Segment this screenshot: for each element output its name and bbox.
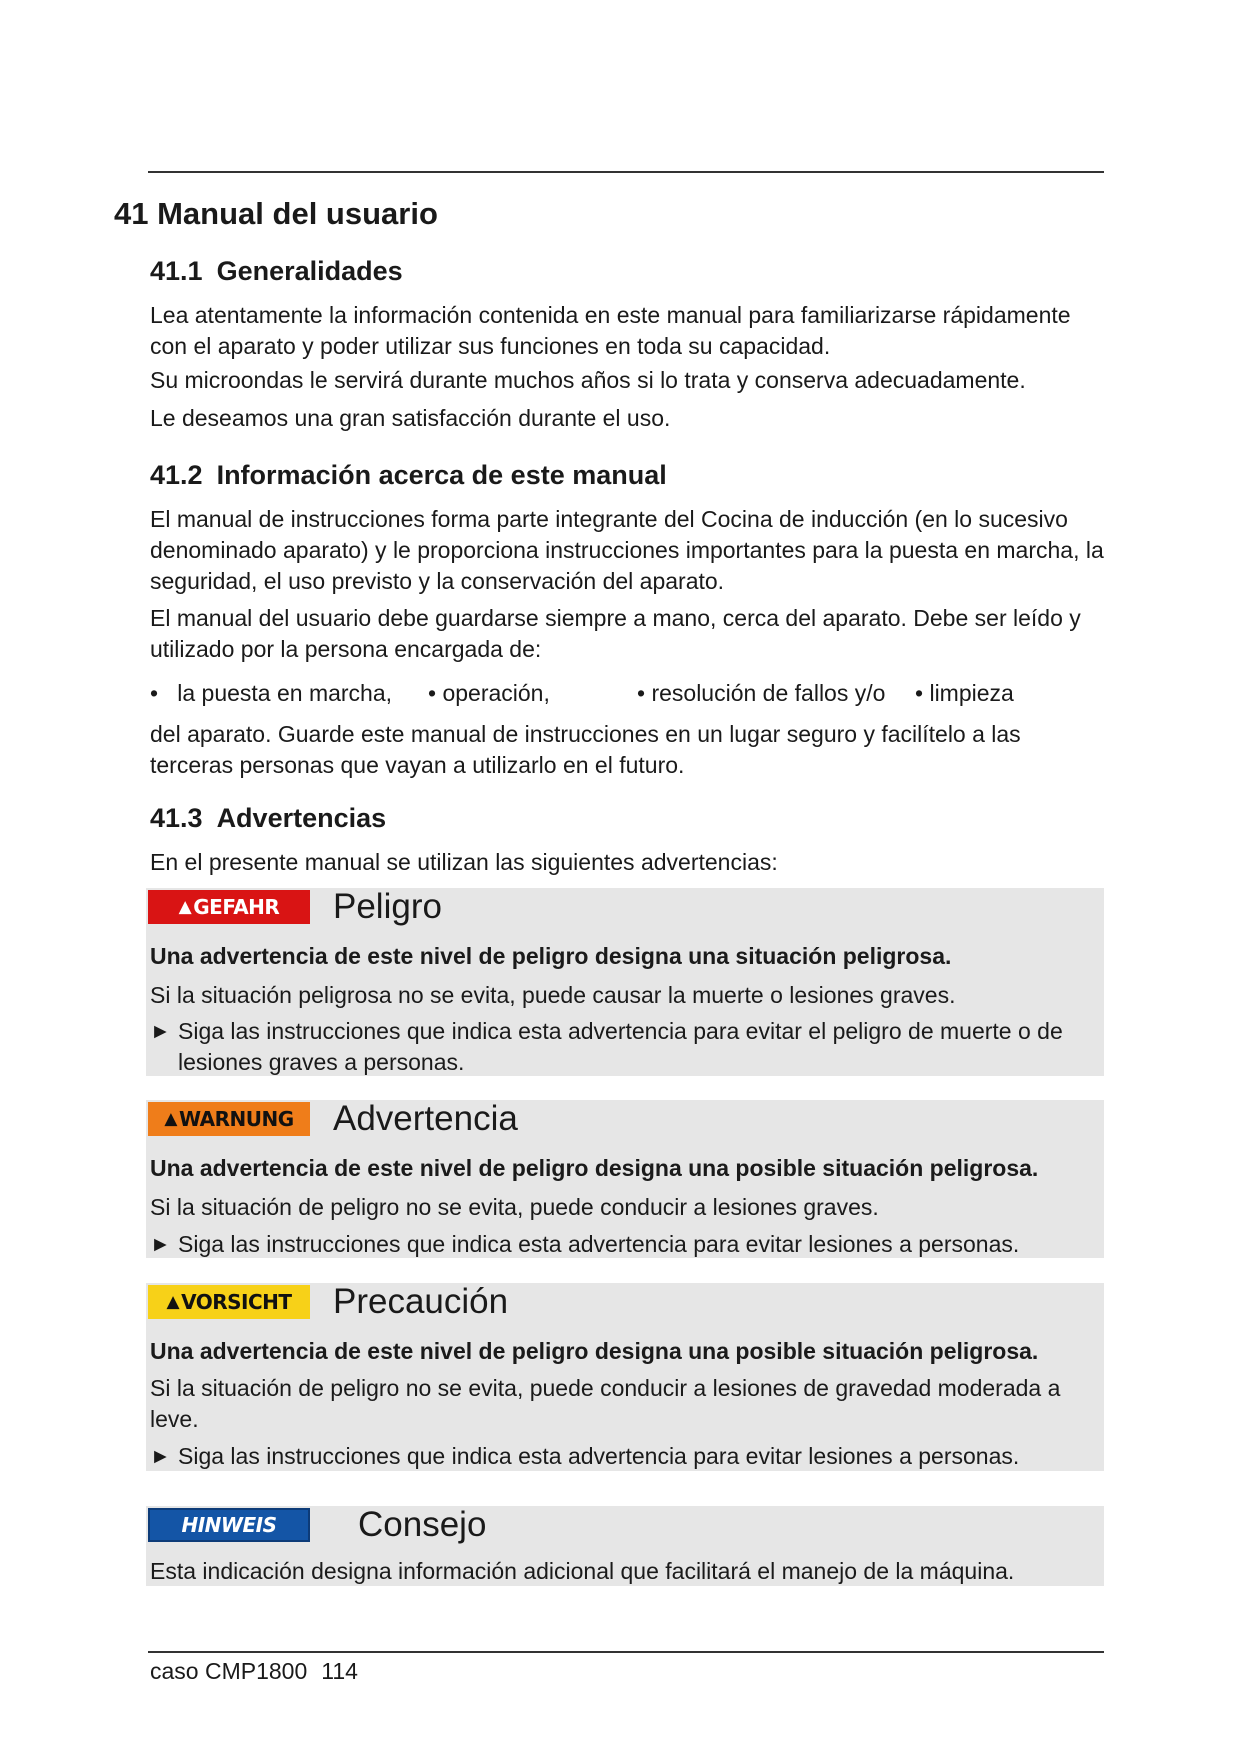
arrow-icon: ► (150, 1233, 171, 1256)
warning-triangle-icon: ▲ (178, 897, 192, 917)
footer-product: caso CMP1800 (150, 1658, 308, 1684)
warning-bold-text: Una advertencia de este nivel de peligro designa una situación peligrosa. (150, 943, 952, 969)
warning-action: Siga las instrucciones que indica esta advertencia para evitar lesiones a personas. (178, 1231, 1020, 1257)
paragraph: El manual del usuario debe guardarse siempre a mano, cerca del aparato. Debe ser leído y utilizado por la persona encargada de: (150, 605, 1081, 662)
section-number: 41.3 (150, 803, 203, 833)
arrow-icon: ► (150, 1020, 171, 1043)
paragraph: El manual de instrucciones forma parte integrante del Cocina de inducción (en lo sucesivo denominado aparato) y le proporciona instrucciones importantes para la puesta en marcha, la seguridad, el uso previsto y la conservación del aparato. (150, 506, 1104, 594)
warning-triangle-icon: ▲ (166, 1292, 180, 1312)
warning-title: Advertencia (333, 1099, 518, 1138)
section-heading-manual-info (150, 460, 667, 491)
warning-text: Si la situación de peligro no se evita, puede conducir a lesiones de gravedad moderada a leve. (150, 1375, 1061, 1432)
paragraph: En el presente manual se utilizan las siguientes advertencias: (150, 849, 778, 875)
bullet-icon: • (150, 680, 159, 706)
paragraph: Su microondas le servirá durante muchos años si lo trata y conserva adecuadamente. (150, 367, 1026, 393)
list-item: • resolución de fallos y/o (637, 680, 886, 706)
warning-title: Peligro (333, 887, 442, 926)
bullet-icon: • (637, 680, 646, 706)
chapter-title: Manual del usuario (157, 196, 438, 231)
notice-badge: HINWEIS (148, 1508, 310, 1542)
paragraph: Lea atentamente la información contenida en este manual para familiarizarse rápidamente con el aparato y poder utilizar sus funciones en toda su capacidad. (150, 302, 1071, 359)
warning-bold-text: Una advertencia de este nivel de peligro designa una posible situación peligrosa. (150, 1338, 1039, 1364)
warning-bold-text: Una advertencia de este nivel de peligro designa una posible situación peligrosa. (150, 1155, 1039, 1181)
section-heading-warnings (150, 803, 386, 834)
bullet-icon: • (428, 680, 437, 706)
paragraph: Le deseamos una gran satisfacción durante el uso. (150, 405, 671, 431)
warning-badge: ▲ WARNUNG (148, 1102, 310, 1136)
bullet-icon: • (915, 680, 924, 706)
chapter-number: 41 (114, 196, 149, 231)
warning-action: Siga las instrucciones que indica esta advertencia para evitar lesiones a personas. (178, 1443, 1020, 1469)
paragraph: del aparato. Guarde este manual de instrucciones en un lugar seguro y facilítelo a las terceras personas que vayan a utilizarlo en el futuro. (150, 721, 1021, 778)
warning-text: Si la situación de peligro no se evita, puede conducir a lesiones graves. (150, 1194, 879, 1220)
warning-action: Siga las instrucciones que indica esta advertencia para evitar el peligro de muerte o de lesiones graves a personas. (178, 1018, 1063, 1075)
page-footer (150, 1656, 358, 1687)
list-item: • limpieza (915, 680, 1014, 706)
arrow-icon: ► (150, 1445, 171, 1468)
warning-triangle-icon: ▲ (164, 1109, 177, 1129)
section-title: Generalidades (216, 256, 403, 286)
list-item: • la puesta en marcha, (150, 680, 393, 706)
footer-rule (148, 1651, 1104, 1653)
list-item: • operación, (428, 680, 550, 706)
header-rule (148, 171, 1104, 173)
page-number: 114 (321, 1658, 358, 1684)
section-title: Advertencias (216, 803, 387, 833)
notice-text: Esta indicación designa información adicional que facilitará el manejo de la máquina. (150, 1558, 1015, 1584)
section-heading-general (150, 256, 403, 287)
section-title: Información acerca de este manual (216, 460, 667, 490)
notice-title: Consejo (358, 1505, 487, 1544)
caution-badge: ▲ VORSICHT (148, 1285, 310, 1319)
section-number: 41.2 (150, 460, 203, 490)
chapter-heading (114, 196, 438, 232)
warning-title: Precaución (333, 1282, 509, 1321)
danger-badge: ▲ GEFAHR (148, 890, 310, 924)
warning-text: Si la situación peligrosa no se evita, puede causar la muerte o lesiones graves. (150, 982, 956, 1008)
section-number: 41.1 (150, 256, 203, 286)
